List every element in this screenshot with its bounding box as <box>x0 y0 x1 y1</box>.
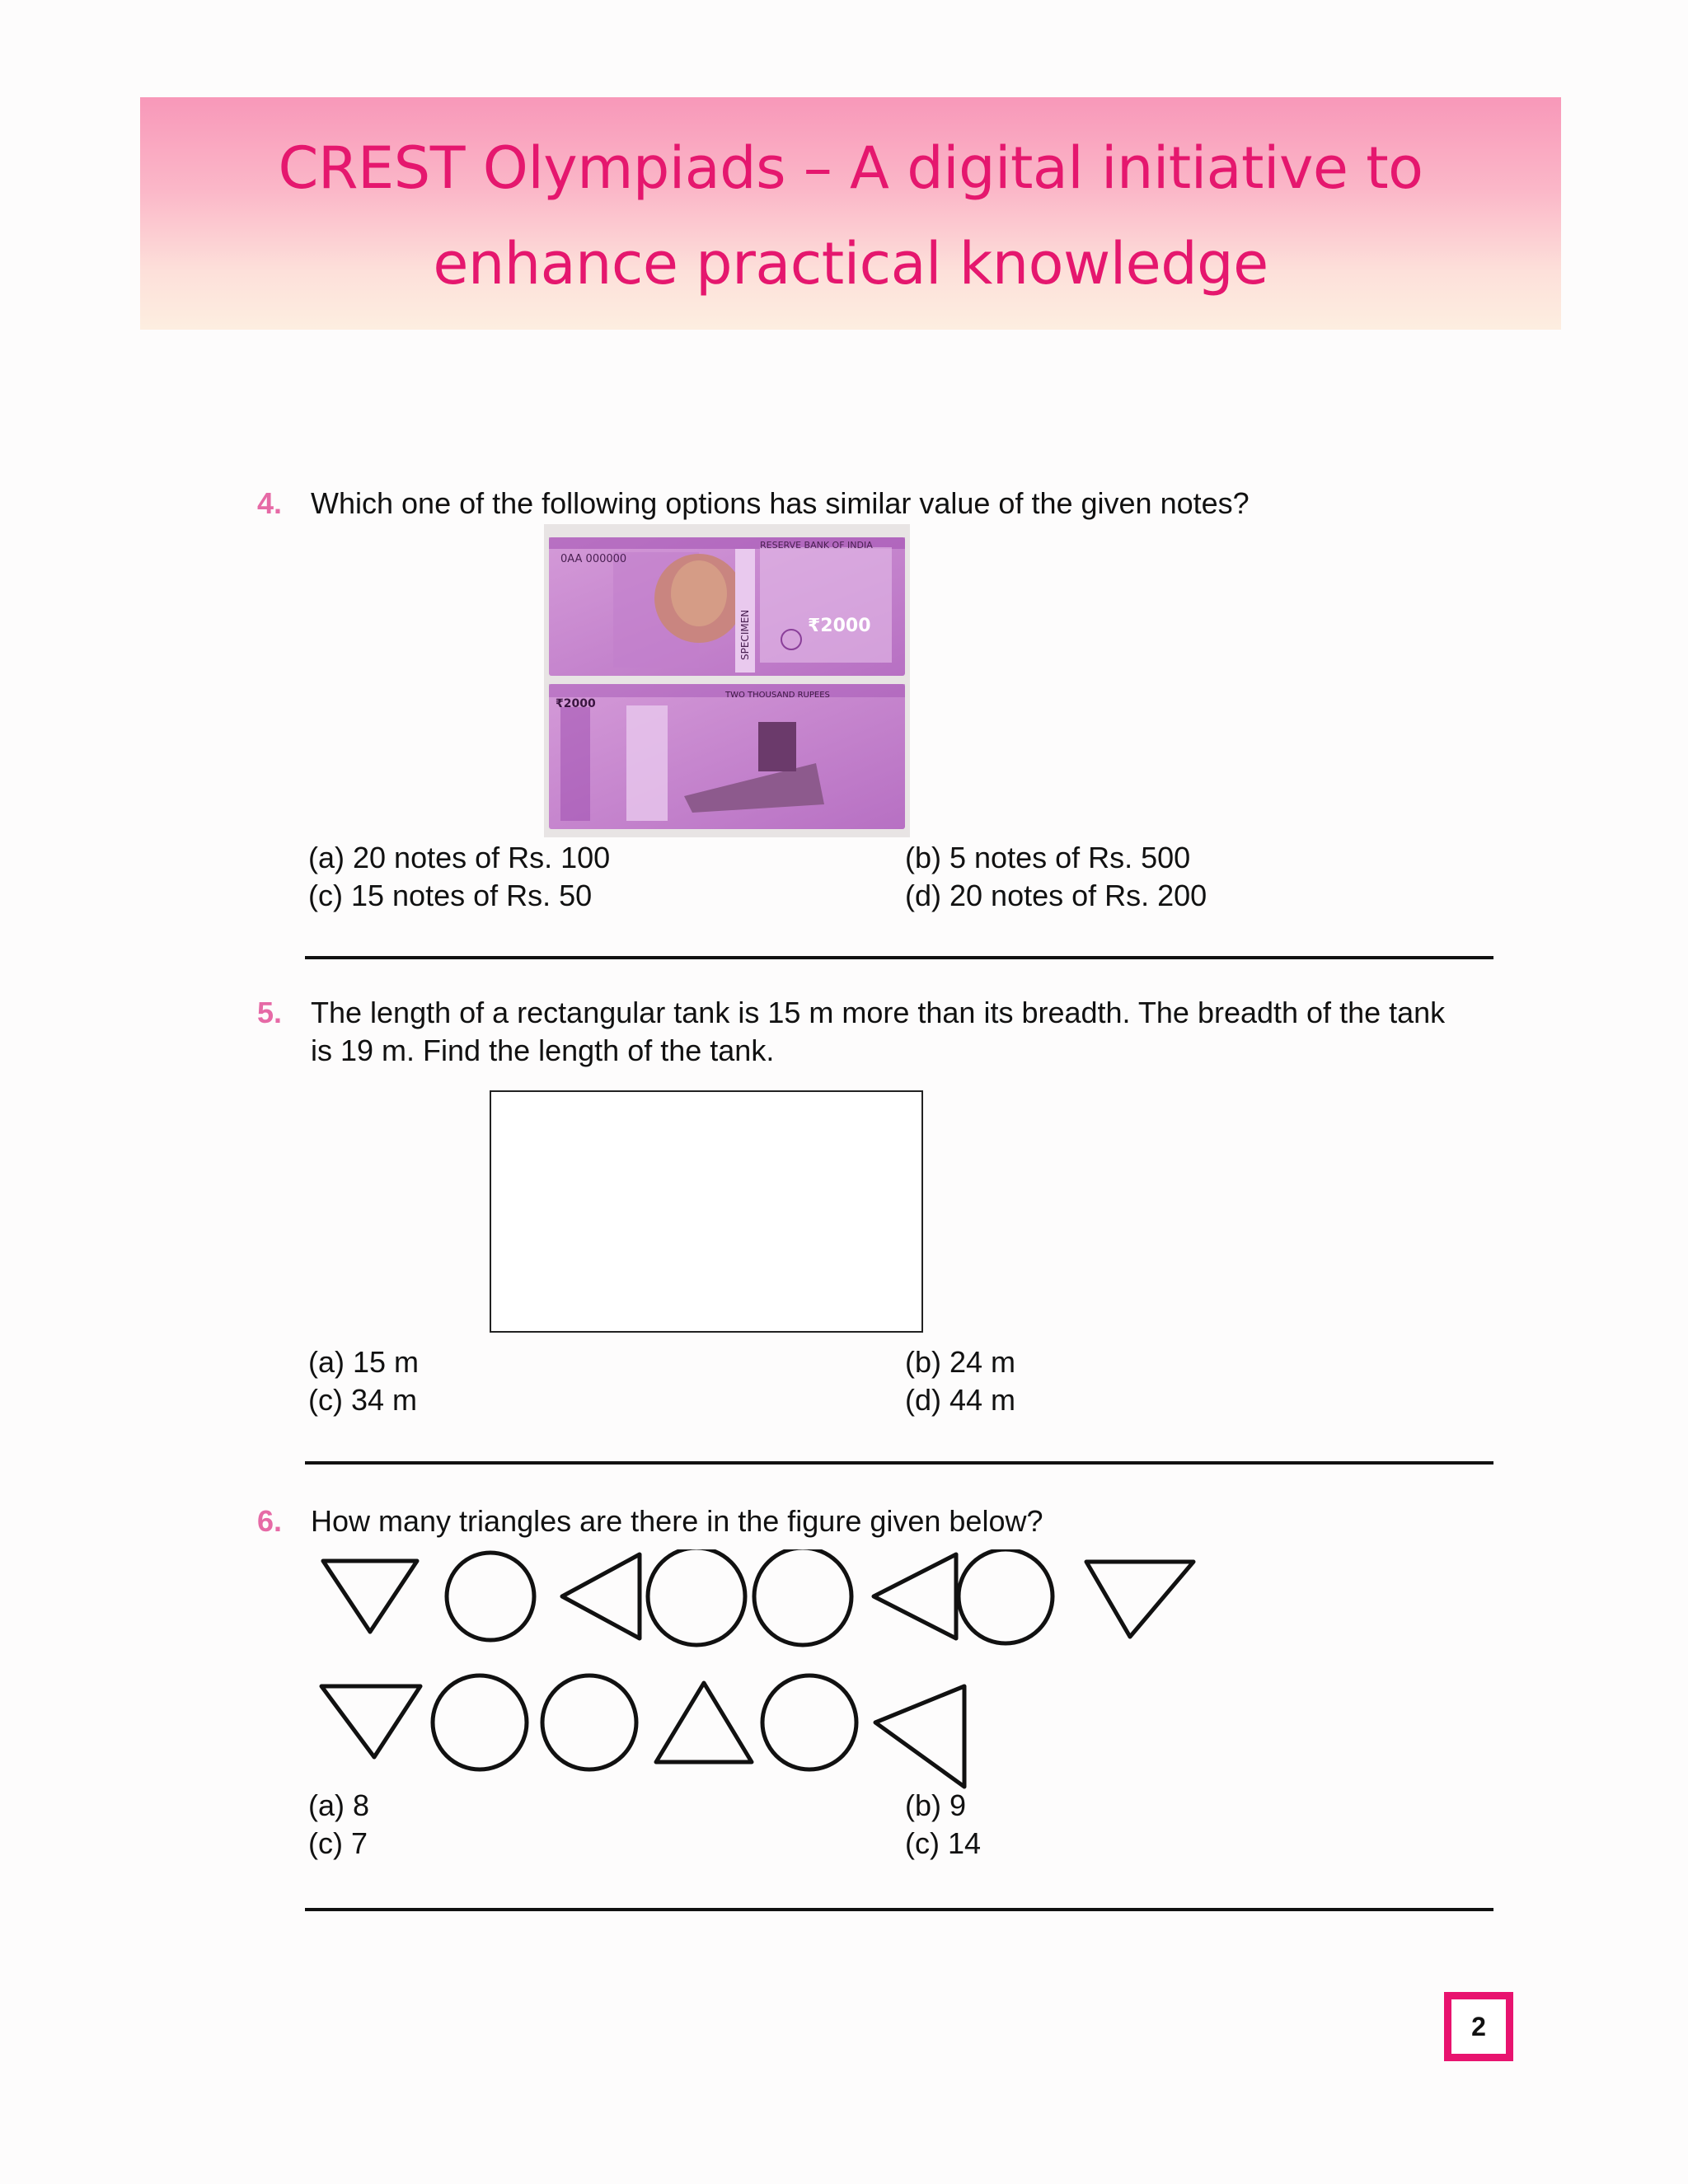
note-back <box>549 684 905 829</box>
question-text-line-1: The length of a rectangular tank is 15 m more than its breadth. The breadth of the tank <box>311 996 1446 1029</box>
triangle-down-shape <box>323 1561 417 1632</box>
question-number: 6. <box>257 1504 283 1538</box>
option-d: (d) 44 m <box>905 1383 1016 1417</box>
circle-shape <box>648 1549 745 1645</box>
option-c: (c) 34 m <box>308 1383 418 1417</box>
question-text-line-2: is 19 m. Find the length of the tank. <box>311 1033 775 1067</box>
divider <box>305 1908 1493 1911</box>
note-front <box>549 537 905 676</box>
circle-shape <box>542 1675 636 1769</box>
page-number <box>1444 1992 1513 2061</box>
title-line-1: CREST Olympiads – A digital initiative to <box>278 134 1423 202</box>
page-title <box>140 120 1561 312</box>
note-back-label: TWO THOUSAND RUPEES <box>725 691 830 700</box>
option-c: (c) 7 <box>308 1826 368 1860</box>
note-front-denomination: ₹2000 <box>808 616 871 636</box>
shapes-figure <box>305 1549 1212 1797</box>
note-front-specimen: SPECIMEN <box>739 609 751 660</box>
triangle-down-shape <box>321 1686 420 1757</box>
triangle-left-shape <box>875 1686 964 1787</box>
option-c: (c) 15 notes of Rs. 50 <box>308 879 593 912</box>
note-back-denomination: ₹2000 <box>556 697 596 710</box>
triangle-up-shape <box>656 1683 752 1762</box>
divider <box>305 1461 1493 1465</box>
page-number-label: 2 <box>1471 2011 1486 2041</box>
circle-shape <box>433 1675 527 1769</box>
triangle-left-shape <box>874 1554 956 1638</box>
circle-shape <box>754 1549 851 1645</box>
header-banner <box>140 97 1561 330</box>
tank-rectangle <box>490 1090 923 1333</box>
note-front-serial: 0AA 000000 <box>560 553 627 565</box>
circle-shape <box>447 1553 534 1640</box>
option-b: (b) 24 m <box>905 1345 1016 1379</box>
option-b: (b) 9 <box>905 1788 967 1822</box>
option-d: (c) 14 <box>905 1826 982 1860</box>
option-a: (a) 8 <box>308 1788 370 1822</box>
circle-shape <box>762 1675 856 1769</box>
option-a: (a) 20 notes of Rs. 100 <box>308 841 611 874</box>
option-b: (b) 5 notes of Rs. 500 <box>905 841 1191 874</box>
option-d: (d) 20 notes of Rs. 200 <box>905 879 1207 912</box>
circle-shape <box>959 1549 1053 1643</box>
question-text <box>311 994 1481 1070</box>
divider <box>305 956 1493 959</box>
question-text: Which one of the following options has similar value of the given notes? <box>311 486 1250 520</box>
question-text: How many triangles are there in the figure given below? <box>311 1504 1043 1538</box>
currency-note-image <box>544 524 910 837</box>
question-number: 4. <box>257 486 283 520</box>
option-a: (a) 15 m <box>308 1345 420 1379</box>
triangle-down-shape <box>1086 1562 1193 1637</box>
note-front-bank: RESERVE BANK OF INDIA <box>760 540 873 551</box>
question-number: 5. <box>257 996 283 1029</box>
title-line-2: enhance practical knowledge <box>433 230 1268 298</box>
triangle-left-shape <box>562 1554 640 1638</box>
